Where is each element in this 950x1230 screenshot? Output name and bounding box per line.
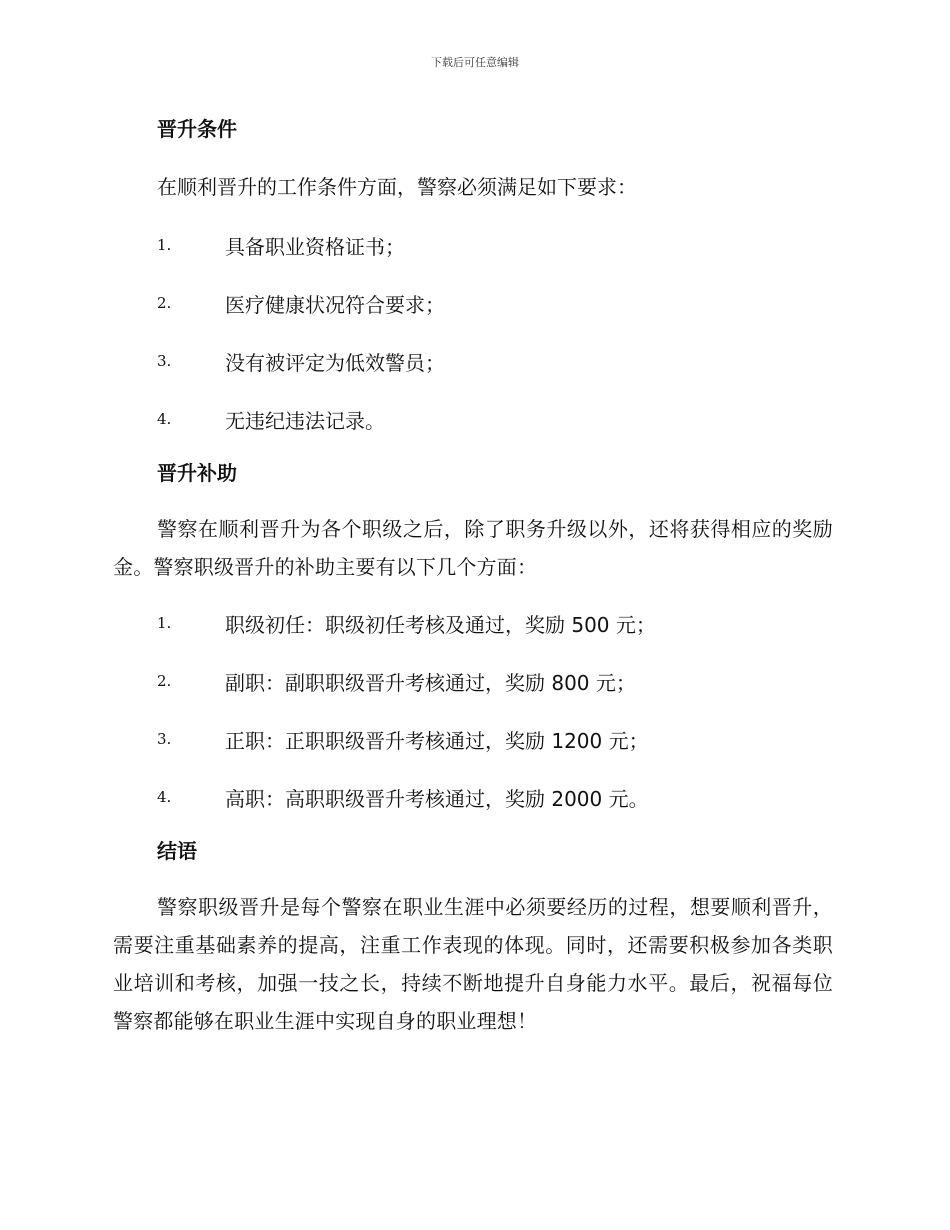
section-title-promotion-subsidy: 晋升补助 [157,461,237,485]
list-item [113,274,833,332]
list-number: 2. [157,294,172,312]
list-text: 职级初任：职级初任考核及通过，奖励 500 元； [225,612,656,637]
section-title-conclusion: 结语 [157,839,197,863]
list-number: 2. [157,672,172,690]
list-text: 副职：副职职级晋升考核通过，奖励 800 元； [225,670,636,695]
list-number: 3. [157,730,172,748]
list-number: 3. [157,352,172,370]
list-item [113,390,833,448]
document-body [113,110,833,1040]
list-number: 1. [157,236,172,254]
list-item [113,332,833,390]
list-item [113,216,833,274]
list-text: 没有被评定为低效警员； [225,350,445,375]
subsidy-list [113,594,833,826]
list-item [113,768,833,826]
list-item [113,710,833,768]
section-intro: 在顺利晋升的工作条件方面，警察必须满足如下要求： [157,175,637,199]
list-item [113,594,833,652]
list-number: 4. [157,788,172,806]
list-text: 无违纪违法记录。 [225,408,385,433]
list-text: 高职：高职职级晋升考核通过，奖励 2000 元。 [225,786,649,811]
list-number: 4. [157,410,172,428]
conditions-list [113,216,833,448]
section-title-promotion-conditions: 晋升条件 [157,117,237,141]
conclusion-paragraph: 警察职级晋升是每个警察在职业生涯中必须要经历的过程，想要顺利晋升，需要注重基础素养的提高，注重工作表现的体现。同时，还需要积极参加各类职业培训和考核，加强一技之长，持续不断地提升自身能力水平。最后，祝福每位警察都能够在职业生涯中实现自身的职业理想！ [113,895,833,1033]
list-text: 正职：正职职级晋升考核通过，奖励 1200 元； [225,728,649,753]
list-item [113,652,833,710]
list-text: 具备职业资格证书； [225,234,405,259]
section-paragraph: 警察在顺利晋升为各个职级之后，除了职务升级以外，还将获得相应的奖励金。警察职级晋升的补助主要有以下几个方面： [113,517,833,579]
page-header: 下载后可任意编辑 [431,56,519,69]
list-text: 医疗健康状况符合要求； [225,292,445,317]
list-number: 1. [157,614,172,632]
